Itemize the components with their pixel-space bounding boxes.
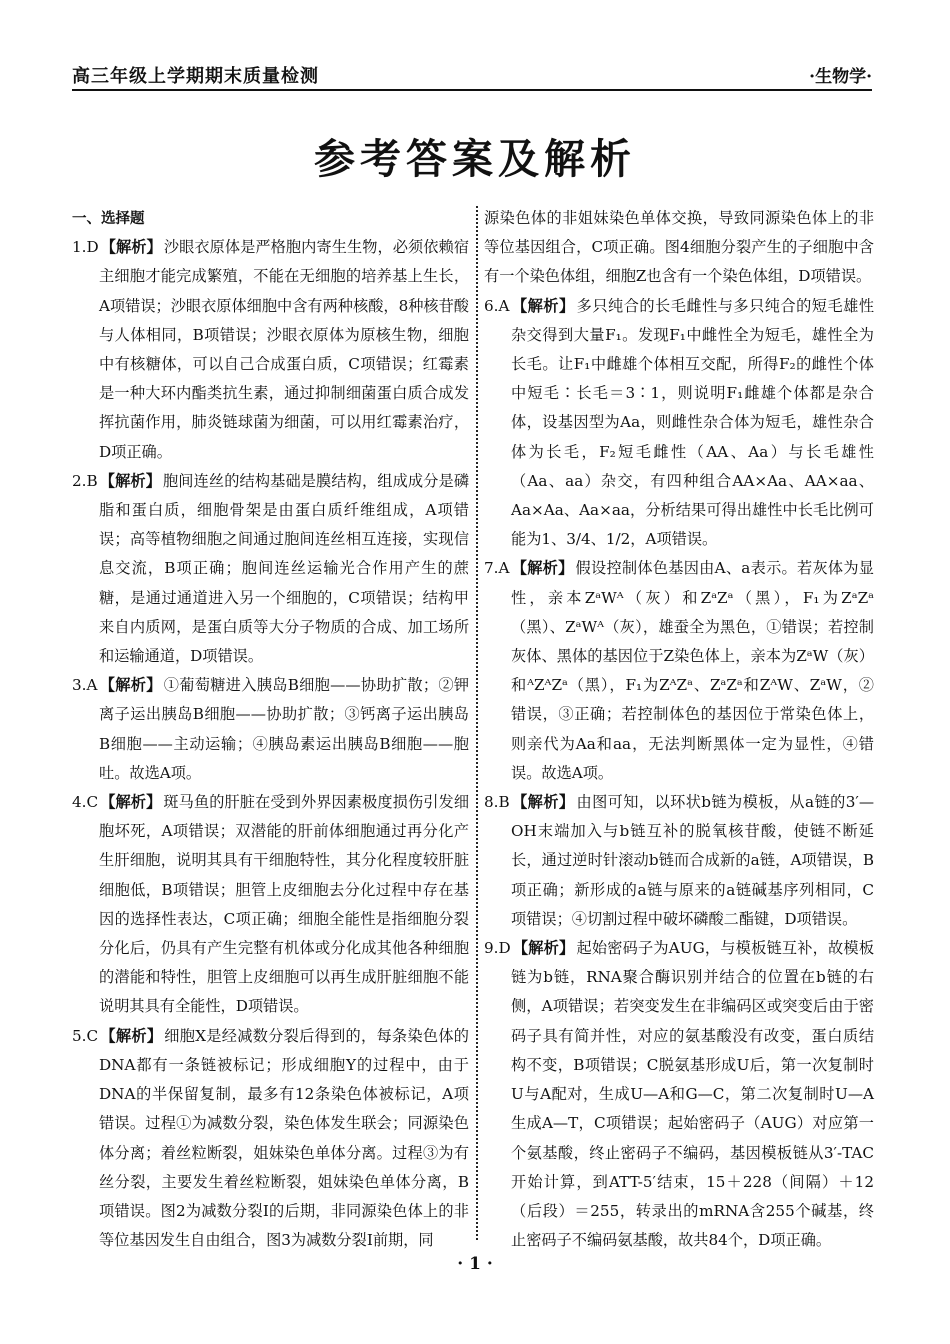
answer-item [72, 671, 469, 788]
answer-item [484, 788, 874, 934]
answer-number: 4.C [72, 793, 99, 812]
answer-item [484, 934, 874, 1255]
analysis-tag: 【解析】 [100, 1026, 163, 1045]
analysis-tag: 【解析】 [99, 471, 161, 490]
answer-text: 源染色体的非姐妹染色单体交换，导致同源染色体上的非等位基因组合，C项正确。图4细胞分裂产生的子细胞中含有一个染色体组，细胞Z也含有一个染色体组，D项错误。 [484, 209, 874, 286]
answer-item [72, 233, 469, 467]
exam-title: 高三年级上学期期末质量检测 [72, 66, 319, 87]
answer-text: 沙眼衣原体是严格胞内寄生生物，必须依赖宿主细胞才能完成繁殖，不能在无细胞的培养基上生长，A项错误；沙眼衣原体细胞中含有两种核酸，8种核苷酸与人体相同，B项错误；沙眼衣原体为原核生物，细胞中有核糖体，可以自己合成蛋白质，C项错误；红霉素是一种大环内酯类抗生素，通过抑制细菌蛋白质合成发挥抗菌作用，肺炎链球菌为细菌，可以用红霉素治疗，D项正确。 [99, 238, 470, 461]
page-title: 参考答案及解析 [314, 135, 636, 183]
analysis-tag: 【解析】 [100, 238, 162, 257]
answer-number: 8.B [484, 793, 510, 812]
subject-label: ·生物学· [809, 67, 872, 87]
answer-text: 多只纯合的长毛雌性与多只纯合的短毛雄性杂交得到大量F₁。发现F₁中雌性全为短毛，雄性全为长毛。让F₁中雌雄个体相互交配，所得F₂的雌性个体中短毛∶长毛＝3∶1，则说明F₁雌雄个体都是杂合体，设基因型为Aa，则雌性杂合体为短毛，雄性杂合体为长毛，F₂短毛雌性（AA、Aa）与长毛雄性（Aa、aa）杂交，有四种组合AA×Aa、AA×aa、Aa×Aa、Aa×aa，分析结果可得出雄性中长毛比例可能为1、3/4、1/2，A项错误。 [511, 296, 875, 549]
answer-number: 1.D [72, 238, 99, 257]
answer-number: 2.B [72, 471, 98, 490]
answer-number: 9.D [484, 939, 511, 958]
answer-item [484, 292, 874, 555]
answer-text: 假设控制体色基因由A、a表示。若灰体为显性，亲本ZᵃWᴬ（灰）和ZᵃZᵃ（黑），F₁为ZᵃZᵃ（黑）、ZᵃWᴬ（灰），雄蚕全为黑色，①错误；若控制灰体、黑体的基因位于Z染色体上，亲本为ZᵃW（灰）和ᴬZᴬZᵃ（黑），F₁为ZᴬZᵃ、ZᵃZᵃ和ZᴬW、ZᵃW，②错误，③正确；若控制体色的基因位于常染色体上，则亲代为Aa和aa，无法判断黑体一定为显性，④错误。故选A项。 [511, 559, 874, 782]
answer-text: 胞间连丝的结构基础是膜结构，组成成分是磷脂和蛋白质，细胞骨架是由蛋白质纤维组成，A项错误；高等植物细胞之间通过胞间连丝相互连接，实现信息交流，B项正确；胞间连丝运输光合作用产生的蔗糖，是通过通道进入另一个细胞的，C项错误；结构甲来自内质网，是蛋白质等大分子物质的合成、加工场所和运输通道，D项错误。 [99, 471, 470, 666]
section-heading: 一、选择题 [72, 210, 145, 227]
answer-number: 6.A [484, 296, 510, 315]
answer-item [72, 788, 469, 1022]
analysis-tag: 【解析】 [512, 939, 575, 958]
page-header [72, 62, 872, 90]
header-rule [72, 89, 872, 91]
answer-item [72, 1022, 469, 1256]
page-number: · 1 · [457, 1254, 493, 1274]
answer-number: 3.A [72, 676, 98, 695]
answer-text: 起始密码子为AUG，与模板链互补，故模板链为b链，RNA聚合酶识别并结合的位置在b链的右侧，A项错误；若突变发生在非编码区或突变后由于密码子具有简并性，对应的氨基酸没有改变，蛋白质结构不变，B项错误；C脱氨基形成U后，第一次复制时U与A配对，生成U—A和G—C，第二次复制时U—A生成A—T，C项错误；起始密码子（AUG）对应第一个氨基酸，终止密码子不编码，基因模板链从3′-TAC开始计算，到ATT-5′结束，15＋228（间隔）＋12（后段）＝255，转录出的mRNA含255个碱基，终止密码子不编码氨基酸，故共84个，D项正确。 [511, 939, 875, 1250]
analysis-tag: 【解析】 [100, 793, 162, 812]
answer-text: 由图可知，以环状b链为模板，从a链的3′—OH末端加入与b链互补的脱氧核苷酸，使链不断延长，通过逆时针滚动b链而合成新的a链，A项错误，B项正确；新形成的a链与原来的a链碱基序列相同，C项错误；④切割过程中破坏磷酸二酯键，D项错误。 [511, 793, 875, 928]
analysis-tag: 【解析】 [511, 793, 575, 812]
right-column [484, 204, 874, 1255]
answer-text: 斑马鱼的肝脏在受到外界因素极度损伤引发细胞坏死，A项错误；双潜能的肝前体细胞通过再分化产生肝细胞，说明其具有干细胞特性，其分化程度较肝脏细胞低，B项错误；胆管上皮细胞去分化过程中存在基因的选择性表达，C项正确；细胞全能性是指细胞分裂分化后，仍具有产生完整有机体或分化成其他各种细胞的潜能和特性，胆管上皮细胞可以再生成肝脏细胞不能说明其具有全能性，D项错误。 [99, 793, 470, 1016]
analysis-tag: 【解析】 [511, 296, 575, 315]
answer-number: 7.A [484, 559, 510, 578]
answer-item [72, 467, 469, 671]
answer-text: ①葡萄糖进入胰岛B细胞——协助扩散；②钾离子运出胰岛B细胞——协助扩散；③钙离子运出胰岛B细胞——主动运输；④胰岛素运出胰岛B细胞——胞吐。故选A项。 [99, 676, 470, 782]
answer-item [484, 204, 874, 292]
column-divider [476, 206, 478, 1240]
analysis-tag: 【解析】 [99, 676, 162, 695]
left-column [72, 204, 469, 1255]
answer-number: 5.C [72, 1026, 99, 1045]
answer-item [484, 554, 874, 788]
analysis-tag: 【解析】 [511, 559, 574, 578]
answer-text: 细胞X是经减数分裂后得到的，每条染色体的DNA都有一条链被标记；形成细胞Y的过程中，由于DNA的半保留复制，最多有12条染色体被标记，A项错误。过程①为减数分裂，染色体发生联会；同源染色体分离；着丝粒断裂，姐妹染色单体分离。过程③为有丝分裂，主要发生着丝粒断裂，姐妹染色单体分离，B项错误。图2为减数分裂Ⅰ的后期，非同源染色体上的非等位基因发生自由组合，图3为减数分裂Ⅰ前期，同 [99, 1026, 469, 1250]
